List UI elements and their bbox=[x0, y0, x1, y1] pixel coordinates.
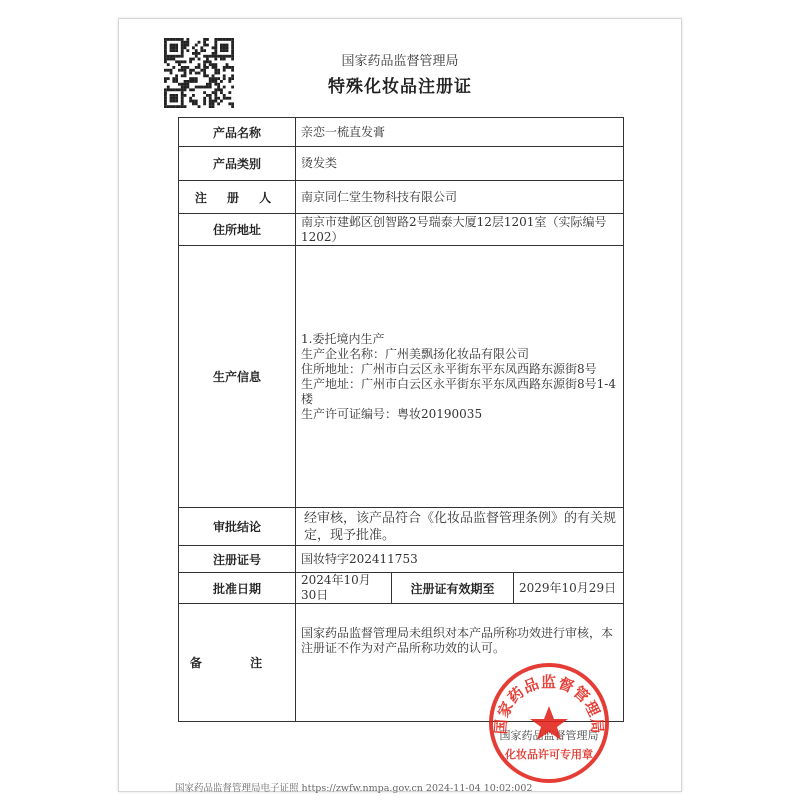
certificate-table bbox=[178, 117, 624, 722]
value-product-category: 烫发类 bbox=[296, 147, 624, 181]
row-production bbox=[179, 246, 624, 508]
footer-e-license: 国家药品监督管理局电子证照 https://zwfw.nmpa.gov.cn 2024-11-04 10:02:002 bbox=[175, 783, 533, 794]
value-approval-date: 2024年10月30日 bbox=[296, 573, 392, 604]
label-production: 生产信息 bbox=[179, 246, 296, 508]
label-registrant: 注 册 人 bbox=[179, 181, 296, 214]
row-product-category bbox=[179, 147, 624, 181]
value-production bbox=[296, 246, 624, 508]
row-address bbox=[179, 214, 624, 246]
label-conclusion: 审批结论 bbox=[179, 508, 296, 546]
seal-underlying-text: 国家药品监督管理局 bbox=[499, 729, 599, 742]
row-registrant bbox=[179, 181, 624, 214]
label-approval-date: 批准日期 bbox=[179, 573, 296, 604]
svg-text:国家药品监督管理局: 国家药品监督管理局 bbox=[492, 674, 606, 735]
production-line: 生产企业名称：广州美飘扬化妆品有限公司 bbox=[301, 346, 530, 361]
row-product-name bbox=[179, 118, 624, 147]
production-line: 生产许可证编号：粤妆20190035 bbox=[301, 406, 483, 421]
label-product-name: 产品名称 bbox=[179, 118, 296, 147]
production-line: 1.委托境内生产 bbox=[301, 331, 385, 346]
label-valid-until: 注册证有效期至 bbox=[392, 573, 514, 604]
label-product-category: 产品类别 bbox=[179, 147, 296, 181]
svg-text:化妆品许可专用章: 化妆品许可专用章 bbox=[505, 749, 593, 761]
production-line: 住所地址：广州市白云区永平街东平东凤西路东源街8号 bbox=[301, 361, 597, 376]
label-address: 住所地址 bbox=[179, 214, 296, 246]
value-product-name: 亲恋一梳直发膏 bbox=[296, 118, 624, 147]
label-remarks: 备 注 bbox=[179, 604, 296, 722]
row-conclusion bbox=[179, 508, 624, 546]
certificate-title: 特殊化妆品注册证 bbox=[328, 77, 472, 97]
value-valid-until: 2029年10月29日 bbox=[514, 573, 624, 604]
value-registrant: 南京同仁堂生物科技有限公司 bbox=[296, 181, 624, 214]
value-reg-number: 国妆特字202411753 bbox=[296, 546, 624, 573]
row-reg-number bbox=[179, 546, 624, 573]
qr-code-icon bbox=[164, 38, 234, 108]
value-conclusion: 经审核，该产品符合《化妆品监督管理条例》的有关规定，现予批准。 bbox=[296, 508, 624, 546]
row-dates bbox=[179, 573, 624, 604]
value-address: 南京市建邺区创智路2号瑞泰大厦12层1201室（实际编号1202） bbox=[296, 214, 624, 246]
agency-name: 国家药品监督管理局 bbox=[341, 54, 459, 69]
production-line: 生产地址：广州市白云区永平街东平东凤西路东源街8号1-4楼 bbox=[301, 376, 616, 406]
official-seal bbox=[484, 658, 614, 788]
label-reg-number: 注册证号 bbox=[179, 546, 296, 573]
value-remarks: 国家药品监督管理局未组织对本产品所称功效进行审核，本注册证不作为对产品所称功效的认可。 bbox=[296, 604, 624, 722]
